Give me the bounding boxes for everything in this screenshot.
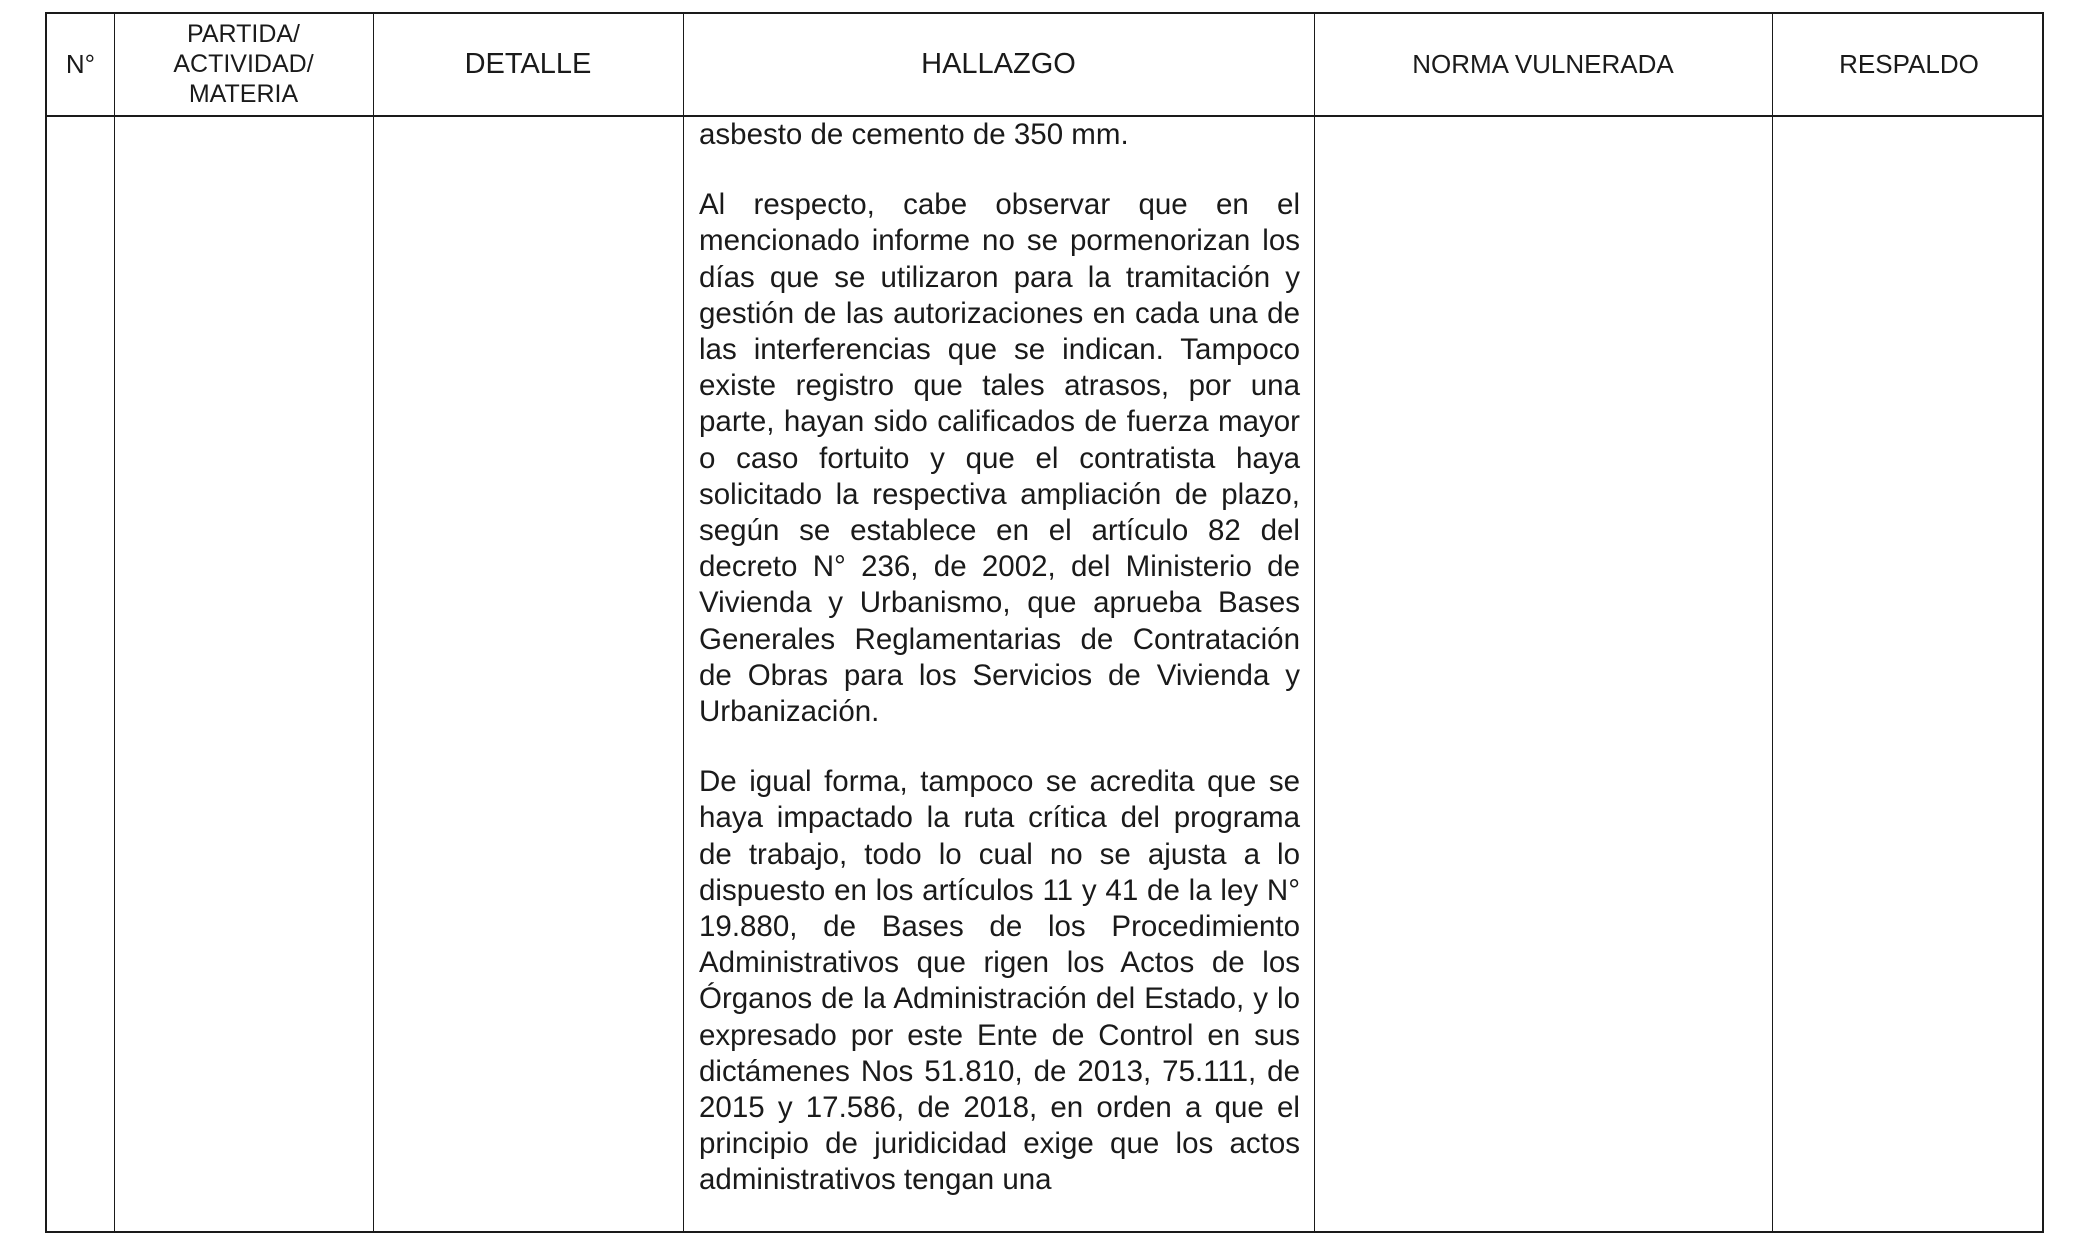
column-divider [114, 14, 115, 1231]
hallazgo-paragraph: asbesto de cemento de 350 mm. [699, 118, 1129, 151]
hallazgo-paragraph: De igual forma, tampoco se acredita que se haya impactado la ruta crítica del programa de trabajo, todo lo cual no se ajusta a lo dispuesto en los artículos 11 y 41 de la ley N° 19.880, de Bases de los Procedimiento Administrativos que rigen los Actos de los Órganos de la Administración del Estado, y lo expresado por este Ente de Control en sus dictámenes Nos 51.810, de 2013, 75.111, de 2015 y 17.586, de 2018, en orden a que el principio de juridicidad exige que los actos administrativos tengan una [699, 765, 1300, 1197]
column-divider [1772, 14, 1773, 1231]
header-hallazgo: HALLAZGO [921, 48, 1076, 80]
column-divider [1314, 14, 1315, 1231]
header-detalle: DETALLE [464, 48, 592, 80]
header-partida-line-2: ACTIVIDAD/ [173, 50, 314, 78]
header-partida-line-3: MATERIA [188, 80, 299, 108]
findings-table [45, 12, 2044, 1233]
column-divider [373, 14, 374, 1231]
header-partida-line-1: PARTIDA/ [187, 20, 300, 48]
header-numero: N° [65, 49, 96, 79]
header-norma-vulnerada: NORMA VULNERADA [1412, 49, 1674, 79]
table-header-row [47, 14, 2042, 117]
hallazgo-paragraph: Al respecto, cabe observar que en el mencionado informe no se pormenorizan los días que se utilizaron para la tramitación y gestión de las autorizaciones en cada una de las interferencias que se indican. Tampoco existe registro que tales atrasos, por una parte, hayan sido calificados de fuerza mayor o caso fortuito y que el contratista haya solicitado la respectiva ampliación de plazo, según se establece en el artículo 82 del decreto N° 236, de 2002, del Ministerio de Vivienda y Urbanismo, que aprueba Bases Generales Reglamentarias de Contratación de Obras para los Servicios de Vivienda y Urbanización. [699, 188, 1300, 729]
hallazgo-cell [699, 117, 1300, 1199]
column-divider [683, 14, 684, 1231]
header-partida [114, 14, 373, 114]
header-respaldo: RESPALDO [1839, 49, 1979, 79]
